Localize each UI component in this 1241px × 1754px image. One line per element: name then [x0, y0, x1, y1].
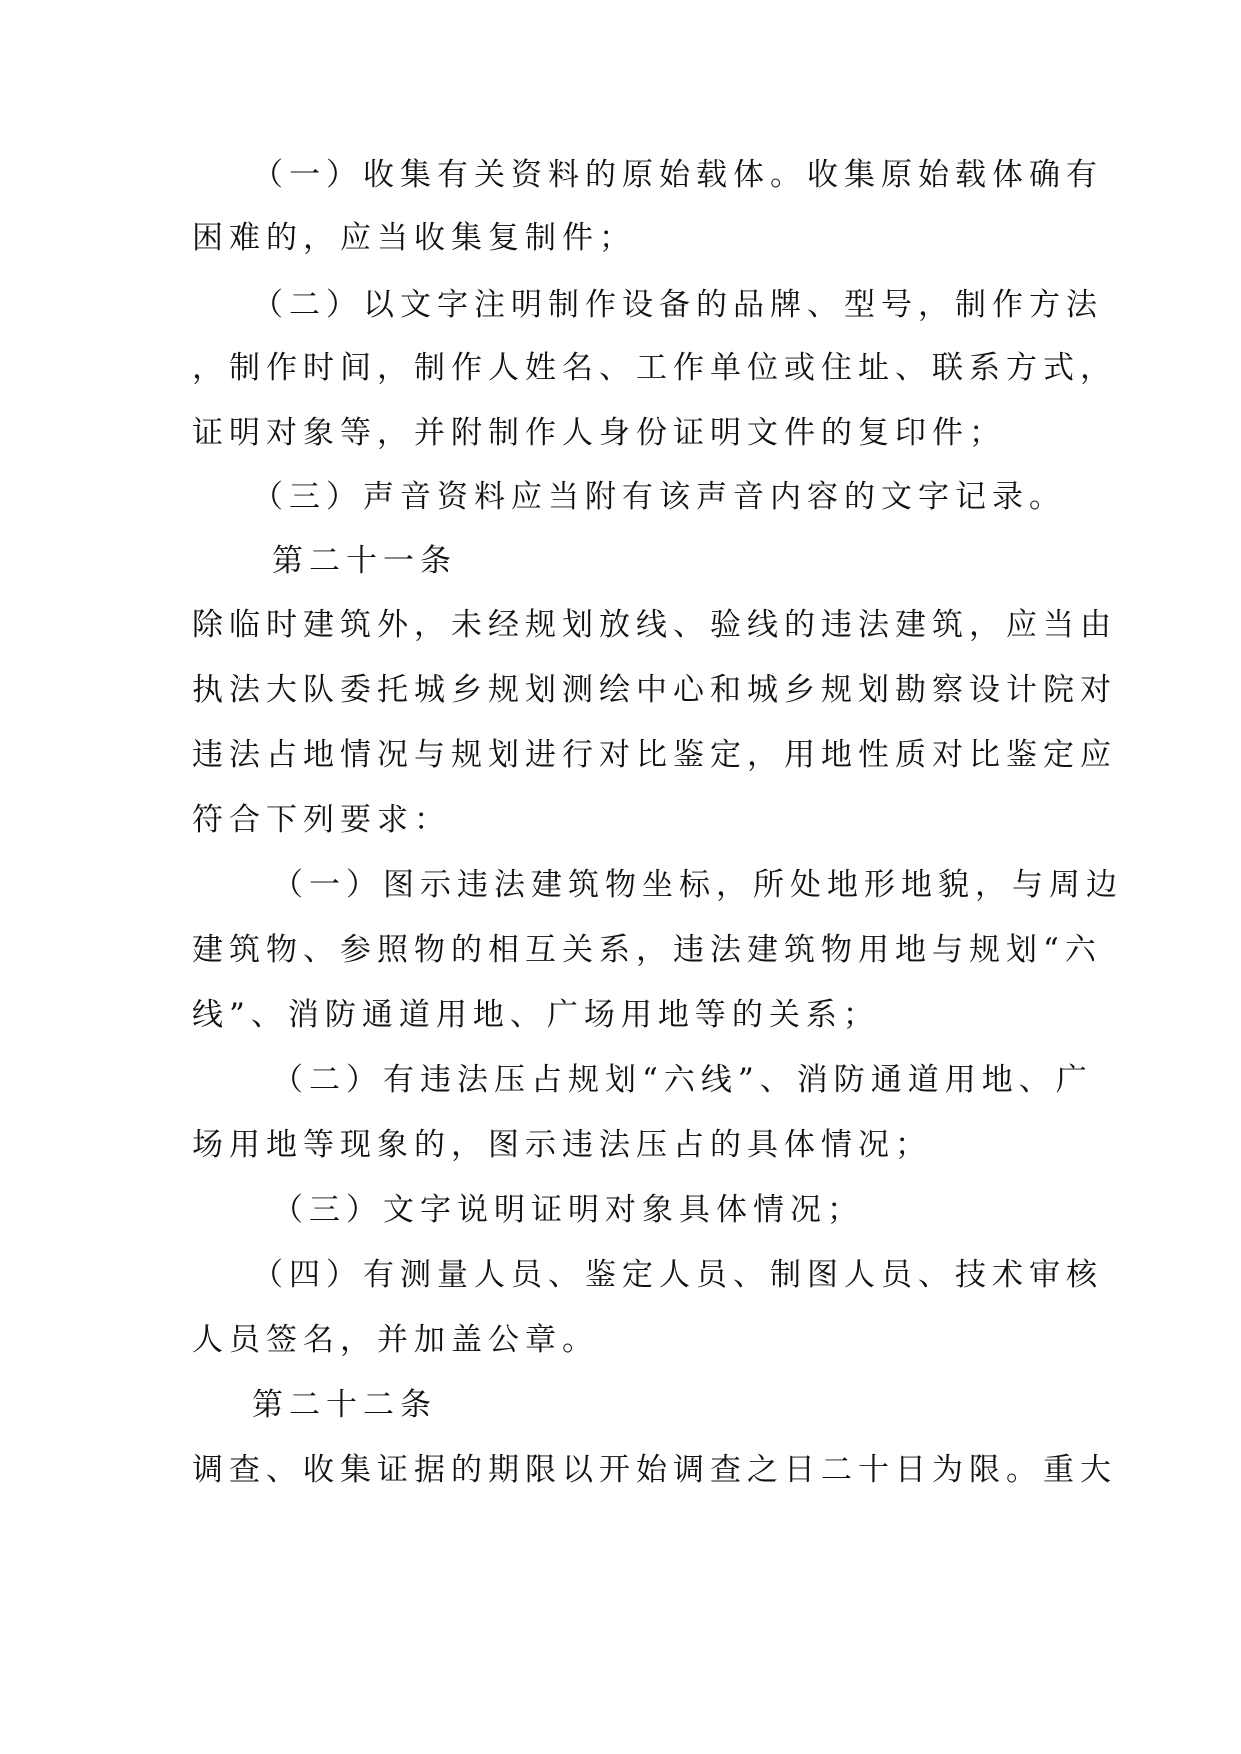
text-line: ，制作时间，制作人姓名、工作单位或住址、联系方式，: [192, 350, 1117, 386]
text-line: 执法大队委托城乡规划测绘中心和城乡规划勘察设计院对: [192, 672, 1117, 708]
text-line: （三）声音资料应当附有该声音内容的文字记录。: [252, 479, 1066, 515]
text-line: （一）图示违法建筑物坐标，所处地形地貌，与周边: [272, 867, 1123, 903]
text-line: （一）收集有关资料的原始载体。收集原始载体确有: [252, 157, 1103, 193]
text-line: 调查、收集证据的期限以开始调查之日二十日为限。重大: [192, 1452, 1117, 1488]
text-line: （二）以文字注明制作设备的品牌、型号，制作方法: [252, 287, 1103, 323]
text-line: 困难的，应当收集复制件；: [192, 220, 636, 256]
text-line: （四）有测量人员、鉴定人员、制图人员、技术审核: [252, 1257, 1103, 1293]
article-heading: 第二十一条: [272, 543, 457, 579]
text-line: 违法占地情况与规划进行对比鉴定，用地性质对比鉴定应: [192, 737, 1117, 773]
text-line: 人员签名，并加盖公章。: [192, 1322, 599, 1358]
text-line: 符合下列要求：: [192, 802, 451, 838]
text-line: 场用地等现象的，图示违法压占的具体情况；: [192, 1127, 932, 1163]
article-heading: 第二十二条: [252, 1387, 437, 1423]
text-line: （二）有违法压占规划“六线”、消防通道用地、广: [272, 1062, 1093, 1098]
text-line: 线”、消防通道用地、广场用地等的关系；: [192, 997, 880, 1033]
text-line: 除临时建筑外，未经规划放线、验线的违法建筑，应当由: [192, 607, 1117, 643]
text-line: （三）文字说明证明对象具体情况；: [272, 1192, 864, 1228]
text-line: 建筑物、参照物的相互关系，违法建筑物用地与规划“六: [192, 932, 1102, 968]
text-line: 证明对象等，并附制作人身份证明文件的复印件；: [192, 415, 1006, 451]
